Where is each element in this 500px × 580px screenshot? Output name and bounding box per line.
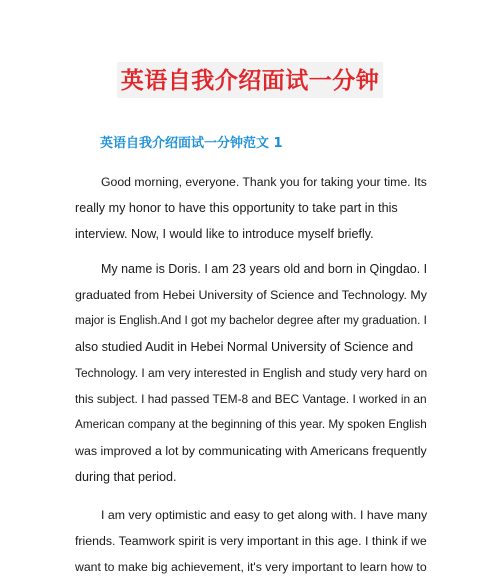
paragraph-line: also studied Audit in Hebei Normal University of Science and [75,340,414,354]
title-container [0,62,500,98]
paragraph-line: I am very optimistic and easy to get along with. I have many [101,508,428,522]
paragraph-line: Good morning, everyone. Thank you for taking your time. Its [101,175,427,189]
paragraph-line: this subject. I had passed TEM-8 and BEC Vantage. I worked in an [75,392,427,406]
paragraph-line: want to make big achievement, it's very important to learn how to [75,560,427,574]
paragraph-line: was improved a lot by communicating with Americans frequently [75,444,427,458]
paragraph-line: graduated from Hebei University of Science and Technology. My [75,288,427,302]
paragraph-1 [75,169,427,247]
paragraph-3 [75,502,427,580]
page-title: 英语自我介绍面试一分钟 [117,62,384,98]
paragraph-line: friends. Teamwork spirit is very important in this age. I think if we [75,534,427,548]
paragraph-line: interview. Now, I would like to introduce myself briefly. [75,227,374,241]
paragraph-line: My name is Doris. I am 23 years old and born in Qingdao. I [101,262,428,276]
paragraph-line: American company at the beginning of this year. My spoken English [75,418,427,431]
paragraph-line: Technology. I am very interested in English and study very hard on [75,366,428,380]
section-subtitle: 英语自我介绍面试一分钟范文 1 [100,136,283,151]
paragraph-line: major is English.And I got my bachelor degree after my graduation. I [75,314,427,327]
paragraph-line: during that period. [75,470,177,484]
paragraph-line: really my honor to have this opportunity to take part in this [75,201,398,215]
paragraph-2 [75,256,427,490]
